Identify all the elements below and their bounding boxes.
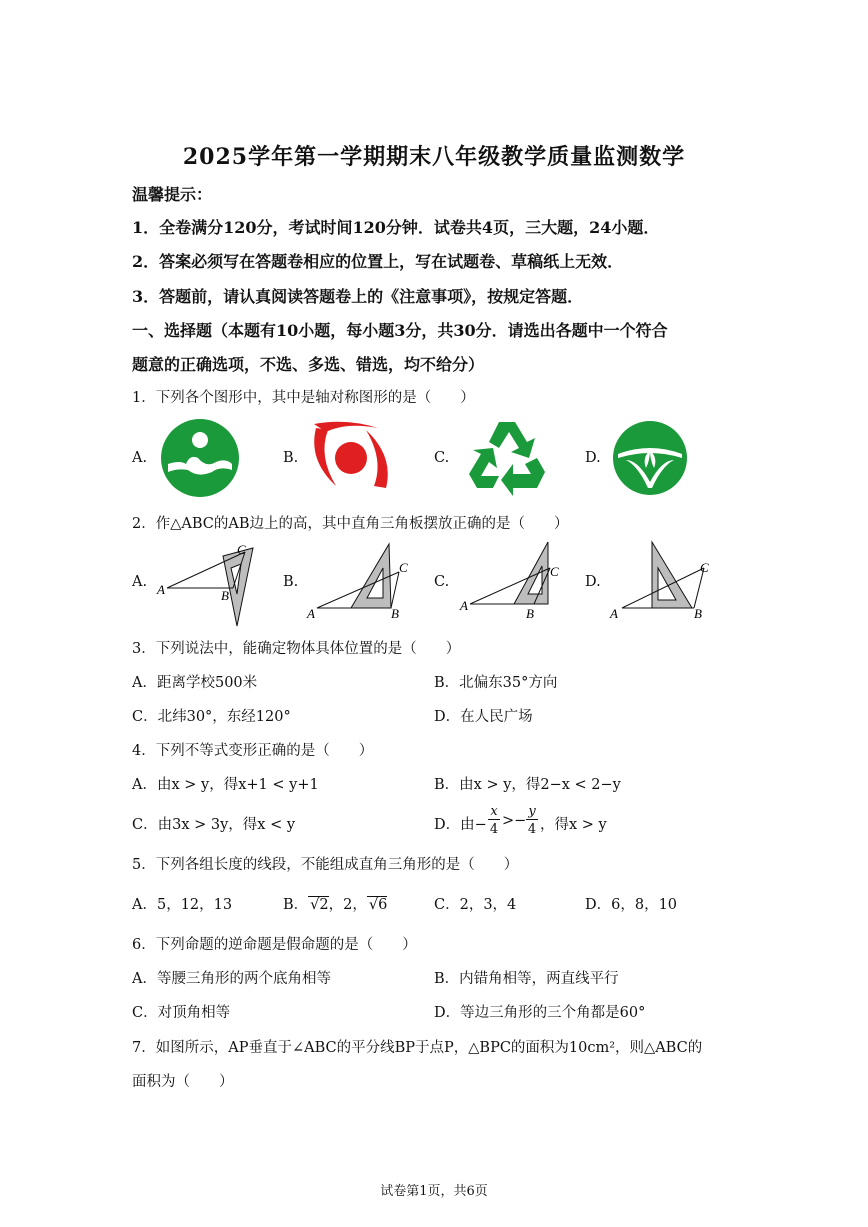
q5-option-a: A．5，12，13 xyxy=(132,897,233,913)
logo-d-icon xyxy=(612,420,688,496)
question-2: 2．作△ABC的AB边上的高，其中直角三角板摆放正确的是（ ） xyxy=(132,516,569,532)
page-title: 2025学年第一学期期末八年级教学质量监测数学 xyxy=(182,144,686,170)
q5-option-d: D．6，8，10 xyxy=(585,897,678,913)
q4d-den-2: 4 xyxy=(527,822,537,837)
q6-option-c: C．对顶角相等 xyxy=(132,1005,231,1021)
q5b-root-6: √6 xyxy=(368,897,388,913)
question-6: 6．下列命题的逆命题是假命题的是（ ） xyxy=(132,937,417,953)
q4d-prefix: D．由− xyxy=(434,817,487,833)
section-heading-2: 题意的正确选项，不选、多选、错选，均不给分） xyxy=(132,355,485,374)
q6-option-b: B．内错角相等，两直线平行 xyxy=(434,971,619,987)
q4-option-a: A．由x > y，得x+1 < y+1 xyxy=(132,777,319,793)
section-heading-1: 一、选择题（本题有10小题，每小题3分，共30分．请选出各题中一个符合 xyxy=(132,321,668,340)
q2-figure-d xyxy=(608,538,718,622)
q5-option-b xyxy=(283,893,387,914)
q2-figure-a xyxy=(155,538,265,628)
question-1: 1．下列各个图形中，其中是轴对称图形的是（ ） xyxy=(132,390,475,406)
q2-label-d: D. xyxy=(585,574,601,590)
q2d-label-c: C xyxy=(700,560,709,575)
page-footer: 试卷第1页，共6页 xyxy=(380,1184,488,1199)
tip-2: 2．答案必须写在答题卷相应的位置上，写在试题卷、草稿纸上无效． xyxy=(132,252,624,271)
q3-option-d: D．在人民广场 xyxy=(434,709,533,725)
q4d-mid: >− xyxy=(502,813,527,829)
q2c-label-b: B xyxy=(526,606,534,621)
q3-option-b: B．北偏东35°方向 xyxy=(434,675,558,691)
question-5: 5．下列各组长度的线段，不能组成直角三角形的是（ ） xyxy=(132,857,519,873)
q3-option-a: A．距离学校500米 xyxy=(132,675,258,691)
q2b-label-b: B xyxy=(391,606,399,621)
q2b-label-c: C xyxy=(399,560,408,575)
q1-label-b: B. xyxy=(283,450,299,466)
logo-b-icon xyxy=(306,420,396,496)
q2-label-c: C. xyxy=(434,574,450,590)
tip-1: 1．全卷满分120分，考试时间120分钟．试卷共4页，三大题，24小题． xyxy=(132,218,660,237)
tip-3: 3．答题前，请认真阅读答题卷上的《注意事项》，按规定答题． xyxy=(132,287,584,306)
q2c-label-a: A xyxy=(460,598,468,613)
recycle-icon xyxy=(465,418,551,498)
q4d-num-2: y xyxy=(526,804,538,820)
q3-option-c: C．北纬30°，东经120° xyxy=(132,709,291,725)
question-7-line-1: 7．如图所示，AP垂直于∠ABC的平分线BP于点P，△BPC的面积为10cm²，则△ABC的 xyxy=(132,1040,703,1056)
q6-option-a: A．等腰三角形的两个底角相等 xyxy=(132,971,331,987)
q2d-label-b: B xyxy=(694,606,702,621)
logo-a-icon xyxy=(160,418,240,498)
q4d-den-1: 4 xyxy=(489,822,499,837)
q5b-mid: ，2， xyxy=(328,897,367,913)
q6-option-d: D．等边三角形的三个角都是60° xyxy=(434,1005,646,1021)
q2-label-a: A. xyxy=(132,574,148,590)
q1-label-c: C. xyxy=(434,450,450,466)
q4-option-b: B．由x > y，得2−x < 2−y xyxy=(434,777,621,793)
q4d-num-1: x xyxy=(488,804,500,820)
q5b-prefix: B． xyxy=(283,897,309,913)
q2b-label-a: A xyxy=(307,606,315,621)
q5b-root-2: √2 xyxy=(310,897,329,913)
q4-option-c: C．由3x > 3y，得x < y xyxy=(132,817,296,833)
q2-label-b: B. xyxy=(283,574,299,590)
q2c-label-c: C xyxy=(550,564,559,579)
q2-figure-c xyxy=(456,538,566,622)
question-4: 4．下列不等式变形正确的是（ ） xyxy=(132,743,374,759)
q1-label-d: D. xyxy=(585,450,601,466)
question-7-line-2: 面积为（ ） xyxy=(132,1074,234,1090)
q2a-label-a: A xyxy=(157,582,165,597)
tips-heading: 温馨提示： xyxy=(132,185,213,204)
q5-option-c: C．2，3，4 xyxy=(434,897,517,913)
q2a-label-b: B xyxy=(221,588,229,603)
q2a-label-c: C xyxy=(237,542,246,557)
q1-label-a: A. xyxy=(132,450,148,466)
q2-figure-b xyxy=(305,538,415,622)
q4d-suffix: ，得x > y xyxy=(540,817,607,833)
question-3: 3．下列说法中，能确定物体具体位置的是（ ） xyxy=(132,641,461,657)
q2d-label-a: A xyxy=(610,606,618,621)
